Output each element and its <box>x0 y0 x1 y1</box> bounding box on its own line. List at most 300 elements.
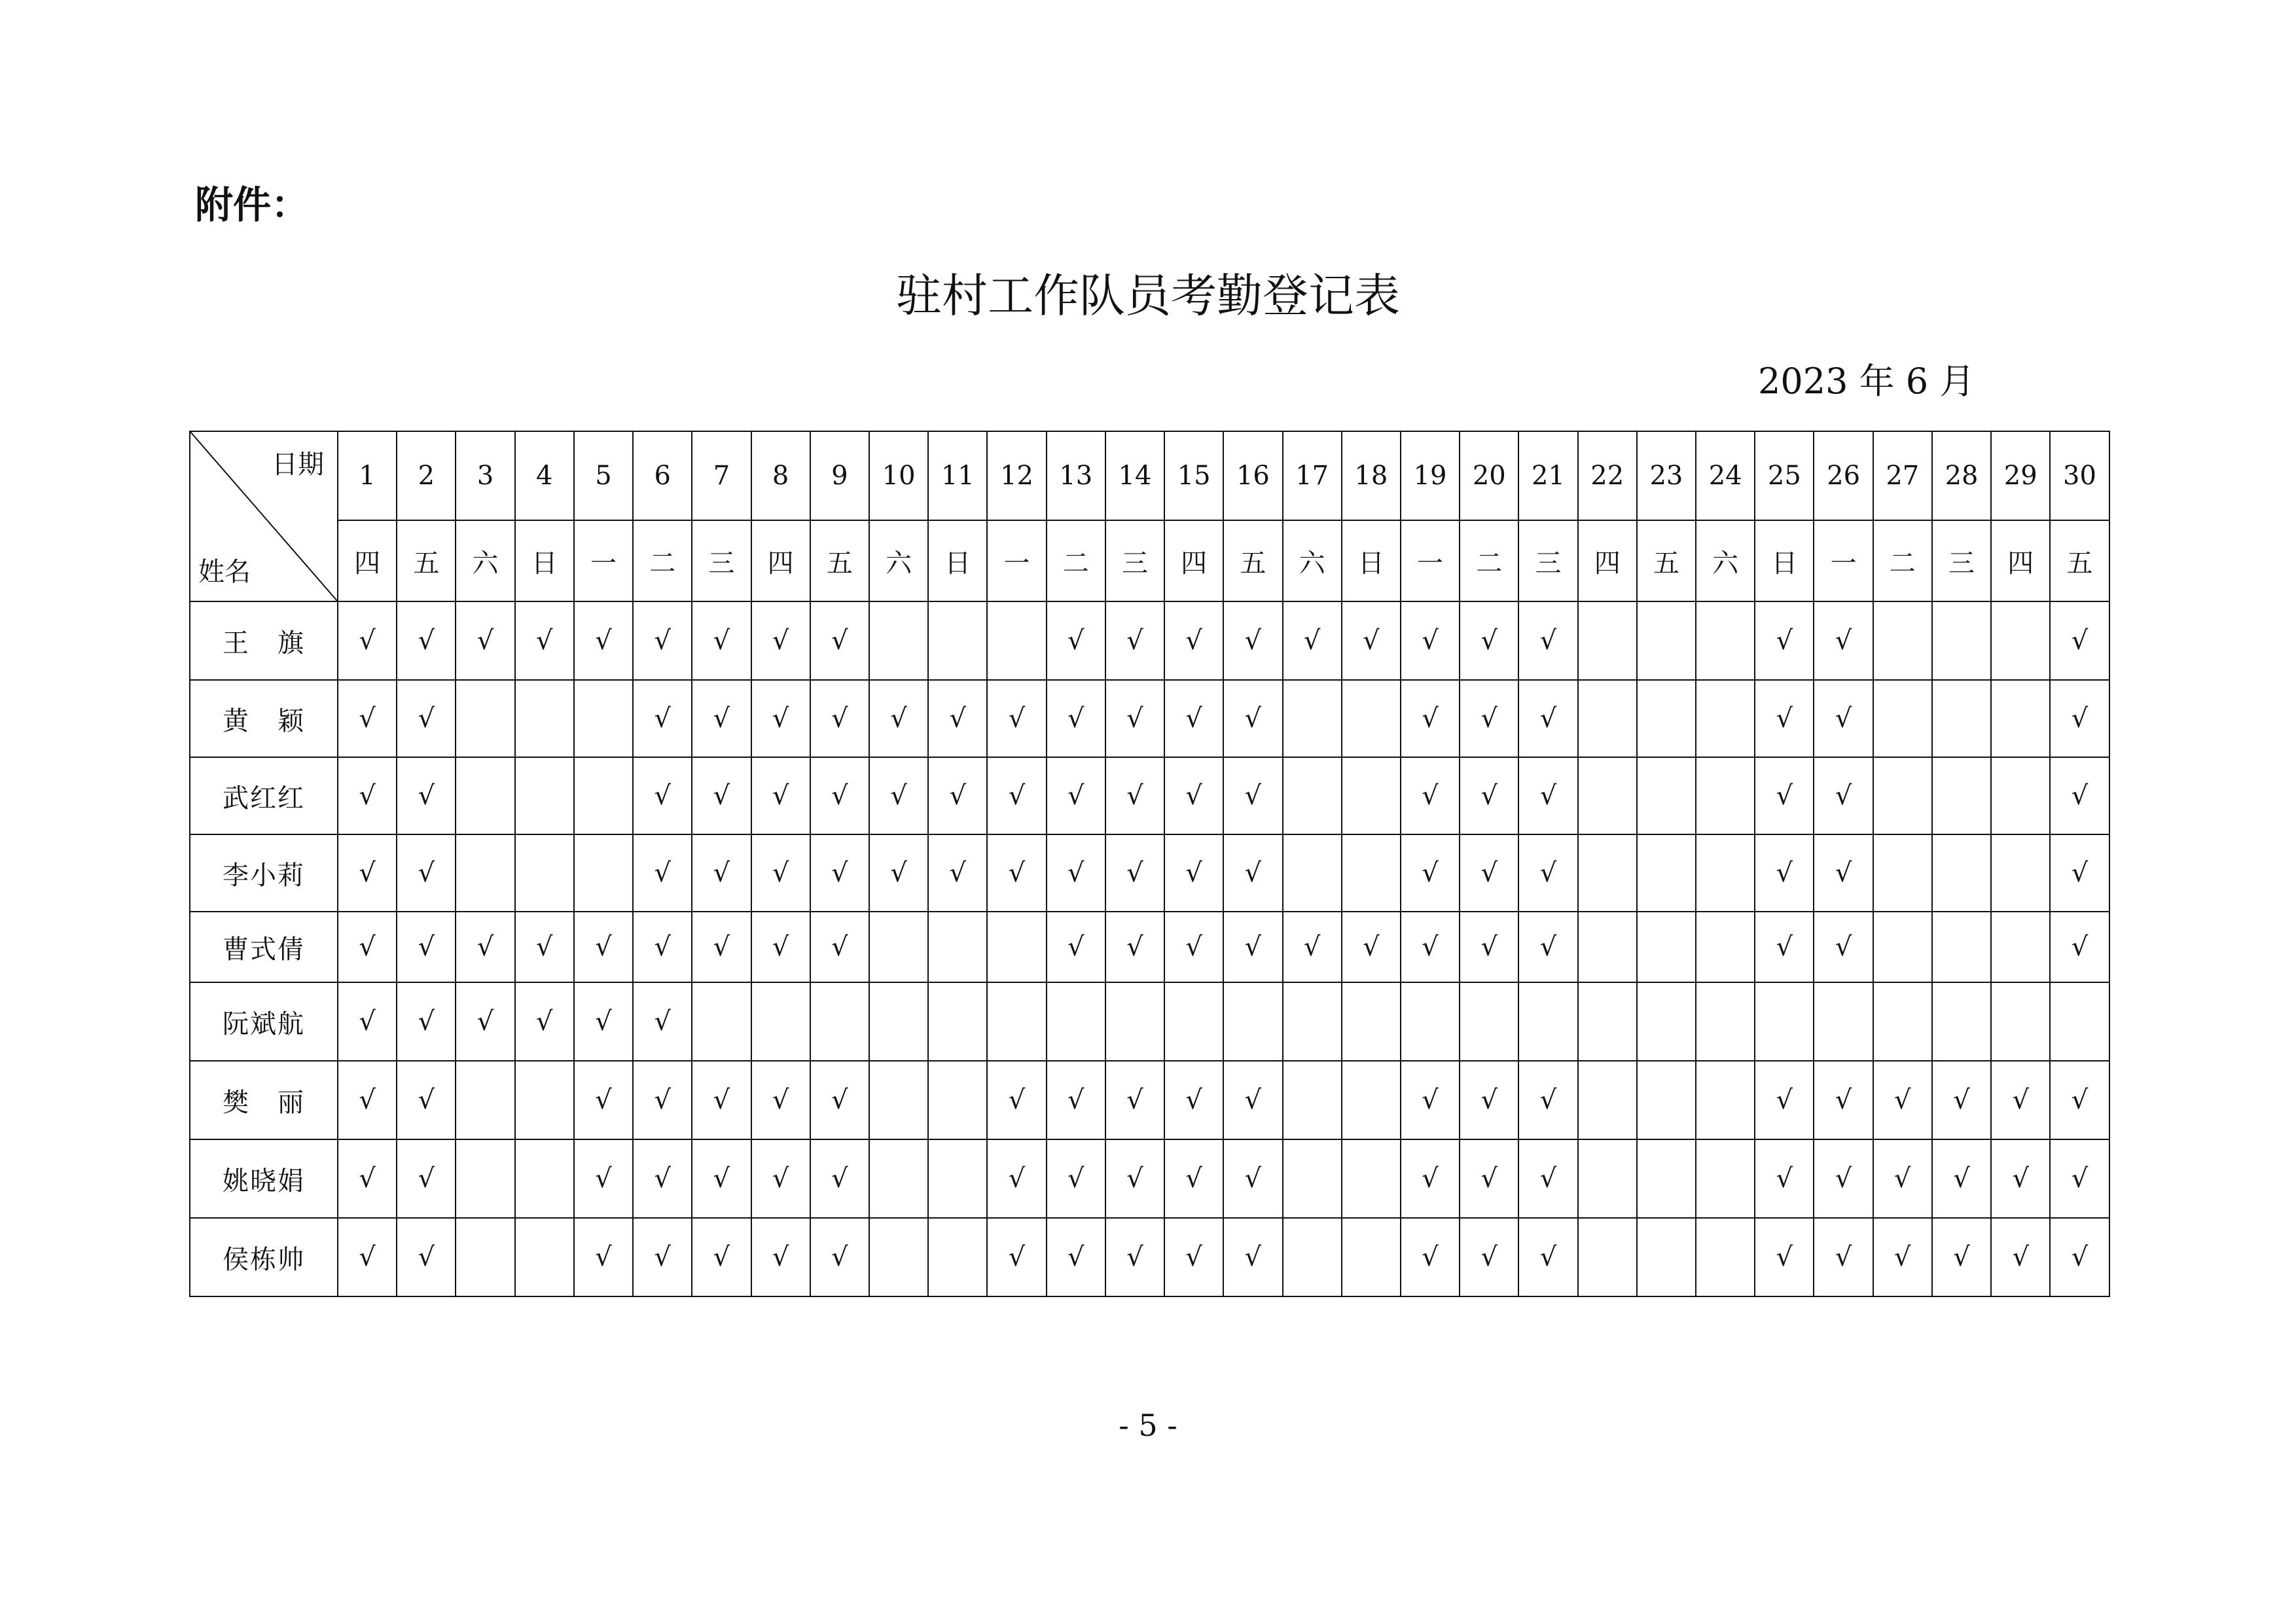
attendance-empty-cell <box>1696 1061 1755 1139</box>
attendance-empty-cell <box>1342 982 1401 1061</box>
attendance-empty-cell <box>1873 912 1932 982</box>
attendance-empty-cell <box>1283 1061 1342 1139</box>
attendance-check-cell: √ <box>1164 1218 1223 1296</box>
attendance-empty-cell <box>1578 601 1637 680</box>
attendance-check-cell: √ <box>1814 1061 1873 1139</box>
attendance-check-cell: √ <box>1401 1218 1460 1296</box>
attendance-empty-cell <box>1873 757 1932 834</box>
day-number-cell: 13 <box>1047 431 1105 520</box>
attendance-empty-cell <box>1637 1061 1696 1139</box>
attendance-empty-cell <box>1401 982 1460 1061</box>
attendance-check-cell: √ <box>810 680 869 757</box>
attendance-check-cell: √ <box>456 601 514 680</box>
attendance-check-cell: √ <box>1814 1218 1873 1296</box>
attendance-check-cell: √ <box>456 912 514 982</box>
attendance-row <box>190 757 2109 834</box>
attendance-empty-cell <box>456 680 514 757</box>
attendance-check-cell: √ <box>338 601 397 680</box>
attendance-check-cell: √ <box>1932 1139 1991 1218</box>
attendance-check-cell: √ <box>574 912 633 982</box>
attendance-check-cell: √ <box>338 680 397 757</box>
attendance-empty-cell <box>692 982 751 1061</box>
day-number-cell: 5 <box>574 431 633 520</box>
attendance-check-cell: √ <box>1047 834 1105 912</box>
attendance-check-cell: √ <box>1164 1061 1223 1139</box>
attendance-check-cell: √ <box>2050 1061 2109 1139</box>
attendance-check-cell: √ <box>1518 1139 1577 1218</box>
attendance-check-cell: √ <box>1342 601 1401 680</box>
attendance-empty-cell <box>1696 601 1755 680</box>
day-number-cell: 15 <box>1164 431 1223 520</box>
day-number-cell: 4 <box>515 431 574 520</box>
day-number-cell: 25 <box>1755 431 1814 520</box>
attendance-empty-cell <box>1991 912 2050 982</box>
attendance-empty-cell <box>1283 834 1342 912</box>
weekday-row <box>190 520 2109 601</box>
attendance-check-cell: √ <box>1814 834 1873 912</box>
attendance-check-cell: √ <box>928 680 987 757</box>
attendance-empty-cell <box>515 1061 574 1139</box>
attendance-empty-cell <box>1578 1218 1637 1296</box>
weekday-cell: 二 <box>1873 520 1932 601</box>
day-number-cell: 3 <box>456 431 514 520</box>
attendance-check-cell: √ <box>633 982 692 1061</box>
attendance-check-cell: √ <box>1105 1061 1164 1139</box>
attendance-check-cell: √ <box>1105 834 1164 912</box>
weekday-cell: 五 <box>810 520 869 601</box>
attendance-check-cell: √ <box>1460 1139 1518 1218</box>
attendance-check-cell: √ <box>928 834 987 912</box>
attendance-check-cell: √ <box>1401 680 1460 757</box>
attendance-empty-cell <box>869 1139 928 1218</box>
attendance-empty-cell <box>1578 757 1637 834</box>
attendance-check-cell: √ <box>1460 1218 1518 1296</box>
attendance-empty-cell <box>1873 834 1932 912</box>
attendance-empty-cell <box>1932 912 1991 982</box>
attendance-check-cell: √ <box>338 834 397 912</box>
attendance-empty-cell <box>1578 1139 1637 1218</box>
attendance-check-cell: √ <box>692 757 751 834</box>
member-name-cell: 曹式倩 <box>190 912 338 982</box>
day-number-cell: 2 <box>397 431 456 520</box>
attendance-empty-cell <box>1105 982 1164 1061</box>
attendance-check-cell: √ <box>987 1139 1046 1218</box>
attendance-check-cell: √ <box>633 680 692 757</box>
attendance-check-cell: √ <box>1518 601 1577 680</box>
attendance-row <box>190 982 2109 1061</box>
attendance-check-cell: √ <box>1401 834 1460 912</box>
attendance-empty-cell <box>1991 834 2050 912</box>
attendance-check-cell: √ <box>1105 912 1164 982</box>
attendance-check-cell: √ <box>397 1139 456 1218</box>
weekday-cell: 三 <box>1932 520 1991 601</box>
attendance-check-cell: √ <box>1814 912 1873 982</box>
attendance-empty-cell <box>810 982 869 1061</box>
attendance-check-cell: √ <box>692 1061 751 1139</box>
member-name-cell: 王 旗 <box>190 601 338 680</box>
attendance-empty-cell <box>1637 680 1696 757</box>
attendance-check-cell: √ <box>1873 1218 1932 1296</box>
attendance-empty-cell <box>574 680 633 757</box>
attendance-empty-cell <box>1696 912 1755 982</box>
attendance-empty-cell <box>1991 601 2050 680</box>
attendance-empty-cell <box>2050 982 2109 1061</box>
day-number-cell: 23 <box>1637 431 1696 520</box>
day-number-cell: 28 <box>1932 431 1991 520</box>
member-name-cell: 阮斌航 <box>190 982 338 1061</box>
attendance-check-cell: √ <box>1814 601 1873 680</box>
attendance-check-cell: √ <box>1991 1218 2050 1296</box>
attendance-check-cell: √ <box>1047 1218 1105 1296</box>
attendance-check-cell: √ <box>1223 1061 1282 1139</box>
attendance-empty-cell <box>456 834 514 912</box>
attendance-check-cell: √ <box>1460 680 1518 757</box>
attendance-check-cell: √ <box>1991 1139 2050 1218</box>
attendance-check-cell: √ <box>397 1218 456 1296</box>
attendance-empty-cell <box>456 1218 514 1296</box>
attendance-check-cell: √ <box>1223 834 1282 912</box>
attendance-check-cell: √ <box>1518 834 1577 912</box>
day-number-cell: 16 <box>1223 431 1282 520</box>
attendance-check-cell: √ <box>633 912 692 982</box>
day-number-row <box>190 431 2109 520</box>
attendance-check-cell: √ <box>515 912 574 982</box>
member-name-cell: 黄 颖 <box>190 680 338 757</box>
attendance-empty-cell <box>928 1139 987 1218</box>
attendance-check-cell: √ <box>1105 1218 1164 1296</box>
header-date-label: 日期 <box>272 450 324 480</box>
weekday-cell: 三 <box>692 520 751 601</box>
attendance-check-cell: √ <box>1460 601 1518 680</box>
attendance-empty-cell <box>1283 1218 1342 1296</box>
attendance-check-cell: √ <box>1164 680 1223 757</box>
attendance-empty-cell <box>1637 1139 1696 1218</box>
attendance-empty-cell <box>1696 757 1755 834</box>
attendance-check-cell: √ <box>2050 1218 2109 1296</box>
attendance-empty-cell <box>1578 680 1637 757</box>
attendance-check-cell: √ <box>1755 1061 1814 1139</box>
attendance-empty-cell <box>456 757 514 834</box>
attendance-check-cell: √ <box>1401 601 1460 680</box>
attendance-check-cell: √ <box>1991 1061 2050 1139</box>
weekday-cell: 日 <box>1755 520 1814 601</box>
weekday-cell: 四 <box>1991 520 2050 601</box>
attendance-empty-cell <box>1283 680 1342 757</box>
attendance-check-cell: √ <box>1518 680 1577 757</box>
attendance-check-cell: √ <box>633 1139 692 1218</box>
attendance-check-cell: √ <box>751 757 810 834</box>
attendance-check-cell: √ <box>1932 1061 1991 1139</box>
attendance-row <box>190 1061 2109 1139</box>
attendance-check-cell: √ <box>1223 601 1282 680</box>
attendance-check-cell: √ <box>1460 834 1518 912</box>
attendance-check-cell: √ <box>1755 680 1814 757</box>
day-number-cell: 7 <box>692 431 751 520</box>
attendance-check-cell: √ <box>692 680 751 757</box>
attendance-empty-cell <box>1814 982 1873 1061</box>
attendance-check-cell: √ <box>1164 1139 1223 1218</box>
day-number-cell: 14 <box>1105 431 1164 520</box>
attendance-check-cell: √ <box>810 1061 869 1139</box>
attendance-check-cell: √ <box>397 1061 456 1139</box>
weekday-cell: 日 <box>515 520 574 601</box>
attendance-empty-cell <box>1342 1218 1401 1296</box>
attendance-check-cell: √ <box>2050 680 2109 757</box>
day-number-cell: 21 <box>1518 431 1577 520</box>
attendance-check-cell: √ <box>397 982 456 1061</box>
attendance-empty-cell <box>1342 1061 1401 1139</box>
attendance-check-cell: √ <box>397 912 456 982</box>
attendance-check-cell: √ <box>751 834 810 912</box>
weekday-cell: 四 <box>338 520 397 601</box>
attendance-check-cell: √ <box>1401 912 1460 982</box>
attendance-check-cell: √ <box>338 1218 397 1296</box>
attendance-empty-cell <box>1283 982 1342 1061</box>
attendance-empty-cell <box>515 834 574 912</box>
attendance-check-cell: √ <box>928 757 987 834</box>
attendance-check-cell: √ <box>633 1218 692 1296</box>
attendance-empty-cell <box>1578 834 1637 912</box>
attendance-empty-cell <box>1578 912 1637 982</box>
attendance-empty-cell <box>1518 982 1577 1061</box>
attendance-check-cell: √ <box>1223 912 1282 982</box>
attendance-check-cell: √ <box>1401 1061 1460 1139</box>
attendance-empty-cell <box>928 982 987 1061</box>
attendance-check-cell: √ <box>1047 1139 1105 1218</box>
day-number-cell: 10 <box>869 431 928 520</box>
attendance-check-cell: √ <box>574 982 633 1061</box>
attendance-empty-cell <box>1637 601 1696 680</box>
weekday-cell: 五 <box>1637 520 1696 601</box>
day-number-cell: 6 <box>633 431 692 520</box>
attendance-check-cell: √ <box>692 834 751 912</box>
attendance-check-cell: √ <box>338 1139 397 1218</box>
attendance-check-cell: √ <box>987 1218 1046 1296</box>
attendance-check-cell: √ <box>692 1218 751 1296</box>
attendance-check-cell: √ <box>1283 912 1342 982</box>
attendance-empty-cell <box>1932 757 1991 834</box>
attendance-check-cell: √ <box>338 912 397 982</box>
attendance-empty-cell <box>1342 757 1401 834</box>
attendance-empty-cell <box>1637 912 1696 982</box>
attendance-check-cell: √ <box>1814 1139 1873 1218</box>
weekday-cell: 三 <box>1518 520 1577 601</box>
attendance-check-cell: √ <box>633 757 692 834</box>
attendance-empty-cell <box>869 912 928 982</box>
attendance-empty-cell <box>515 1218 574 1296</box>
attendance-empty-cell <box>1932 834 1991 912</box>
day-number-cell: 17 <box>1283 431 1342 520</box>
attendance-check-cell: √ <box>338 1061 397 1139</box>
attendance-check-cell: √ <box>810 601 869 680</box>
attendance-check-cell: √ <box>574 601 633 680</box>
attendance-empty-cell <box>1991 982 2050 1061</box>
attendance-check-cell: √ <box>1047 757 1105 834</box>
attendance-check-cell: √ <box>515 982 574 1061</box>
attendance-empty-cell <box>751 982 810 1061</box>
attendance-empty-cell <box>1342 680 1401 757</box>
attendance-check-cell: √ <box>397 680 456 757</box>
header-corner-cell <box>190 431 338 601</box>
page-number: - 5 - <box>1119 1408 1177 1443</box>
attendance-empty-cell <box>1932 680 1991 757</box>
weekday-cell: 三 <box>1105 520 1164 601</box>
attendance-check-cell: √ <box>751 1218 810 1296</box>
attendance-check-cell: √ <box>633 834 692 912</box>
attendance-check-cell: √ <box>1814 680 1873 757</box>
weekday-cell: 五 <box>2050 520 2109 601</box>
attendance-check-cell: √ <box>1164 912 1223 982</box>
attendance-empty-cell <box>1873 982 1932 1061</box>
attendance-check-cell: √ <box>751 912 810 982</box>
attendance-check-cell: √ <box>692 601 751 680</box>
attendance-empty-cell <box>1283 757 1342 834</box>
attendance-check-cell: √ <box>810 1218 869 1296</box>
attendance-check-cell: √ <box>987 680 1046 757</box>
day-number-cell: 11 <box>928 431 987 520</box>
member-name-cell: 侯栋帅 <box>190 1218 338 1296</box>
attendance-check-cell: √ <box>692 1139 751 1218</box>
attendance-empty-cell <box>1696 982 1755 1061</box>
attendance-empty-cell <box>1932 982 1991 1061</box>
attendance-empty-cell <box>574 757 633 834</box>
attendance-check-cell: √ <box>1105 680 1164 757</box>
attendance-table <box>189 431 2110 1297</box>
attendance-row <box>190 601 2109 680</box>
attendance-check-cell: √ <box>1164 834 1223 912</box>
attendance-empty-cell <box>1223 982 1282 1061</box>
attendance-check-cell: √ <box>751 601 810 680</box>
attendance-check-cell: √ <box>751 1139 810 1218</box>
attendance-check-cell: √ <box>1105 601 1164 680</box>
attendance-empty-cell <box>987 912 1046 982</box>
member-name-cell: 李小莉 <box>190 834 338 912</box>
attendance-row <box>190 834 2109 912</box>
attendance-check-cell: √ <box>751 680 810 757</box>
attendance-empty-cell <box>1342 834 1401 912</box>
attendance-empty-cell <box>1932 601 1991 680</box>
attendance-check-cell: √ <box>1164 757 1223 834</box>
member-name-cell: 武红红 <box>190 757 338 834</box>
weekday-cell: 二 <box>633 520 692 601</box>
attendance-check-cell: √ <box>869 757 928 834</box>
day-number-cell: 18 <box>1342 431 1401 520</box>
attendance-empty-cell <box>987 982 1046 1061</box>
attendance-empty-cell <box>1696 1139 1755 1218</box>
day-number-cell: 12 <box>987 431 1046 520</box>
weekday-cell: 四 <box>1578 520 1637 601</box>
attendance-check-cell: √ <box>1460 757 1518 834</box>
attendance-empty-cell <box>987 601 1046 680</box>
attendance-row <box>190 1218 2109 1296</box>
attendance-check-cell: √ <box>1401 1139 1460 1218</box>
attendance-check-cell: √ <box>574 1061 633 1139</box>
attendance-check-cell: √ <box>751 1061 810 1139</box>
attendance-empty-cell <box>1637 834 1696 912</box>
weekday-cell: 一 <box>1814 520 1873 601</box>
day-number-cell: 9 <box>810 431 869 520</box>
attendance-empty-cell <box>515 1139 574 1218</box>
attendance-check-cell: √ <box>1755 834 1814 912</box>
attendance-check-cell: √ <box>869 834 928 912</box>
attendance-check-cell: √ <box>1223 1218 1282 1296</box>
attendance-check-cell: √ <box>692 912 751 982</box>
attendance-empty-cell <box>1164 982 1223 1061</box>
attendance-check-cell: √ <box>1047 680 1105 757</box>
attendance-empty-cell <box>928 601 987 680</box>
attendance-check-cell: √ <box>1223 1139 1282 1218</box>
attendance-empty-cell <box>1637 982 1696 1061</box>
attendance-check-cell: √ <box>1932 1218 1991 1296</box>
attendance-empty-cell <box>928 912 987 982</box>
attachment-label: 附件： <box>195 183 310 227</box>
weekday-cell: 六 <box>1283 520 1342 601</box>
day-number-cell: 27 <box>1873 431 1932 520</box>
weekday-cell: 一 <box>574 520 633 601</box>
attendance-check-cell: √ <box>1518 1218 1577 1296</box>
weekday-cell: 四 <box>751 520 810 601</box>
attendance-check-cell: √ <box>1755 1218 1814 1296</box>
attendance-row <box>190 912 2109 982</box>
attendance-check-cell: √ <box>338 757 397 834</box>
attendance-check-cell: √ <box>1518 912 1577 982</box>
weekday-cell: 二 <box>1460 520 1518 601</box>
attendance-check-cell: √ <box>397 834 456 912</box>
attendance-check-cell: √ <box>397 757 456 834</box>
attendance-empty-cell <box>928 1061 987 1139</box>
attendance-empty-cell <box>869 982 928 1061</box>
attendance-empty-cell <box>1342 1139 1401 1218</box>
weekday-cell: 六 <box>456 520 514 601</box>
attendance-empty-cell <box>1460 982 1518 1061</box>
attendance-empty-cell <box>1047 982 1105 1061</box>
attendance-check-cell: √ <box>1755 1139 1814 1218</box>
attendance-empty-cell <box>456 1139 514 1218</box>
attendance-check-cell: √ <box>1283 601 1342 680</box>
attendance-empty-cell <box>515 757 574 834</box>
attendance-check-cell: √ <box>574 1139 633 1218</box>
document-title: 驻村工作队员考勤登记表 <box>896 269 1400 323</box>
attendance-check-cell: √ <box>810 1139 869 1218</box>
attendance-check-cell: √ <box>2050 912 2109 982</box>
attendance-check-cell: √ <box>1873 1061 1932 1139</box>
attendance-check-cell: √ <box>1873 1139 1932 1218</box>
attendance-check-cell: √ <box>456 982 514 1061</box>
weekday-cell: 五 <box>397 520 456 601</box>
weekday-cell: 日 <box>928 520 987 601</box>
weekday-cell: 六 <box>869 520 928 601</box>
attendance-check-cell: √ <box>869 680 928 757</box>
attendance-check-cell: √ <box>1755 757 1814 834</box>
attendance-check-cell: √ <box>574 1218 633 1296</box>
attendance-check-cell: √ <box>1223 757 1282 834</box>
attendance-empty-cell <box>1637 1218 1696 1296</box>
weekday-cell: 一 <box>987 520 1046 601</box>
attendance-check-cell: √ <box>1047 912 1105 982</box>
attendance-empty-cell <box>1578 982 1637 1061</box>
attendance-check-cell: √ <box>633 1061 692 1139</box>
attendance-empty-cell <box>1991 757 2050 834</box>
day-number-cell: 1 <box>338 431 397 520</box>
attendance-check-cell: √ <box>1342 912 1401 982</box>
attendance-empty-cell <box>1696 834 1755 912</box>
day-number-cell: 19 <box>1401 431 1460 520</box>
attendance-check-cell: √ <box>1814 757 1873 834</box>
weekday-cell: 四 <box>1164 520 1223 601</box>
attendance-check-cell: √ <box>987 834 1046 912</box>
attendance-empty-cell <box>869 1061 928 1139</box>
day-number-cell: 20 <box>1460 431 1518 520</box>
